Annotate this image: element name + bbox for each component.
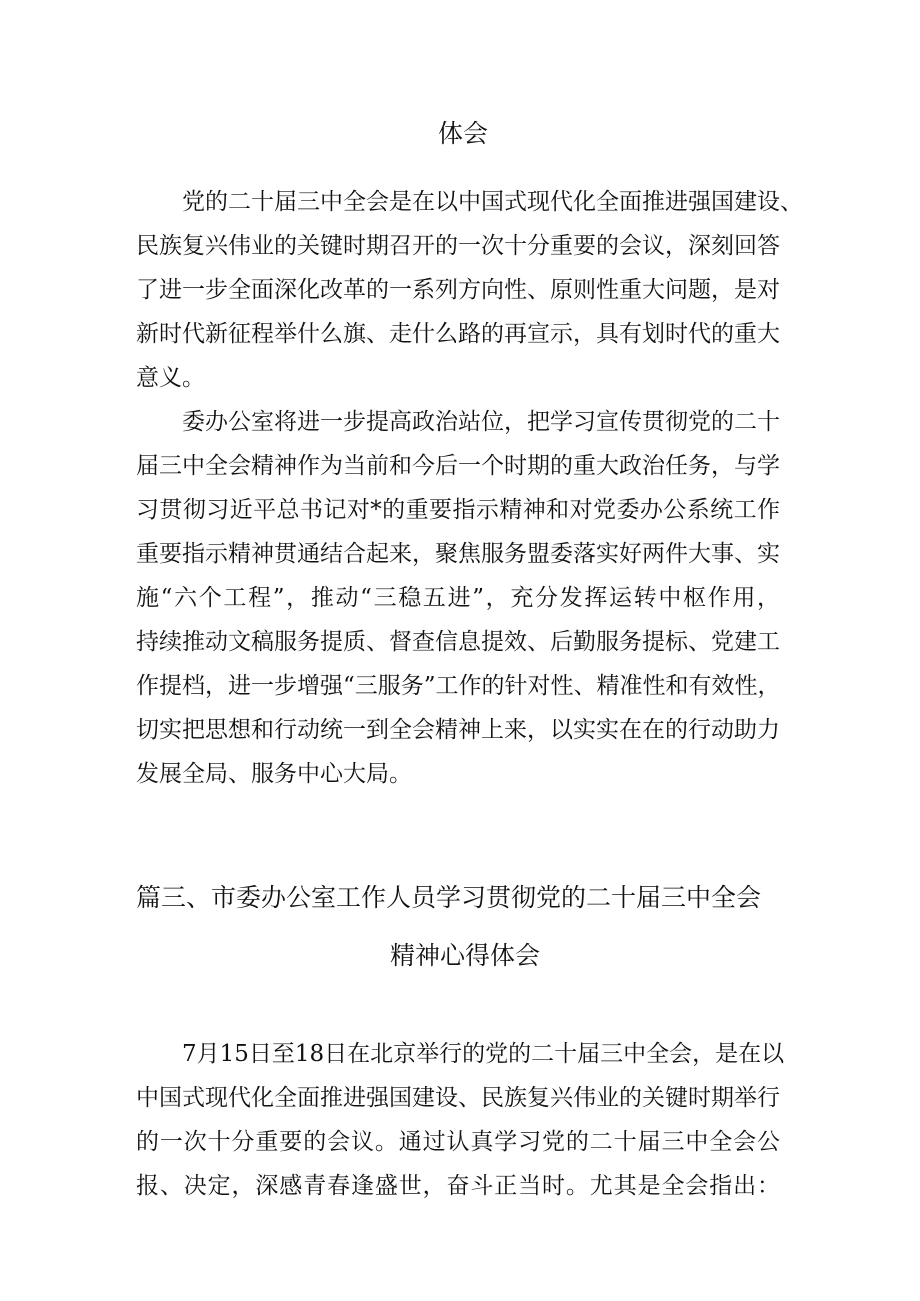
paragraph-line: 委办公室将进一步提高政治站位，把学习宣传贯彻党的二十 [182, 409, 780, 435]
paragraph-line: 的一次十分重要的会议。通过认真学习党的二十届三中全会公 [136, 1129, 780, 1155]
paragraph-line: 党的二十届三中全会是在以中国式现代化全面推进强国建设、 [182, 189, 803, 215]
paragraph-line: 施“六个工程”，推动“三稳五进”，充分发挥运转中枢作用， [136, 585, 780, 611]
paragraph-line: 报、决定，深感青春逢盛世，奋斗正当时。尤其是全会指出： [136, 1173, 780, 1199]
paragraph-line: 意义。 [136, 365, 205, 391]
top-title-fragment: 体会 [438, 119, 489, 148]
paragraph-line: 重要指示精神贯通结合起来，聚焦服务盟委落实好两件大事、实 [136, 541, 780, 567]
paragraph-line: 7月15日至18日在北京举行的党的二十届三中全会，是在以 [182, 1041, 785, 1067]
paragraph-line: 习贯彻习近平总书记对*的重要指示精神和对党委办公系统工作 [136, 497, 780, 523]
section-title-line-1: 篇三、市委办公室工作人员学习贯彻党的二十届三中全会 [136, 883, 762, 912]
paragraph-line: 持续推动文稿服务提质、督查信息提效、后勤服务提标、党建工 [136, 629, 780, 655]
paragraph-line: 民族复兴伟业的关键时期召开的一次十分重要的会议，深刻回答 [136, 233, 780, 259]
paragraph-line: 届三中全会精神作为当前和今后一个时期的重大政治任务，与学 [136, 453, 780, 479]
paragraph-line: 中国式现代化全面推进强国建设、民族复兴伟业的关键时期举行 [136, 1085, 780, 1111]
paragraph-line: 了进一步全面深化改革的一系列方向性、原则性重大问题，是对 [136, 277, 780, 303]
paragraph-line: 新时代新征程举什么旗、走什么路的再宣示，具有划时代的重大 [136, 321, 780, 347]
paragraph-line: 切实把思想和行动统一到全会精神上来，以实实在在的行动助力 [136, 717, 780, 743]
paragraph-line: 作提档，进一步增强“三服务”工作的针对性、精准性和有效性， [136, 673, 781, 699]
section-title-line-2: 精神心得体会 [390, 941, 541, 970]
paragraph-line: 发展全局、服务中心大局。 [136, 761, 412, 787]
